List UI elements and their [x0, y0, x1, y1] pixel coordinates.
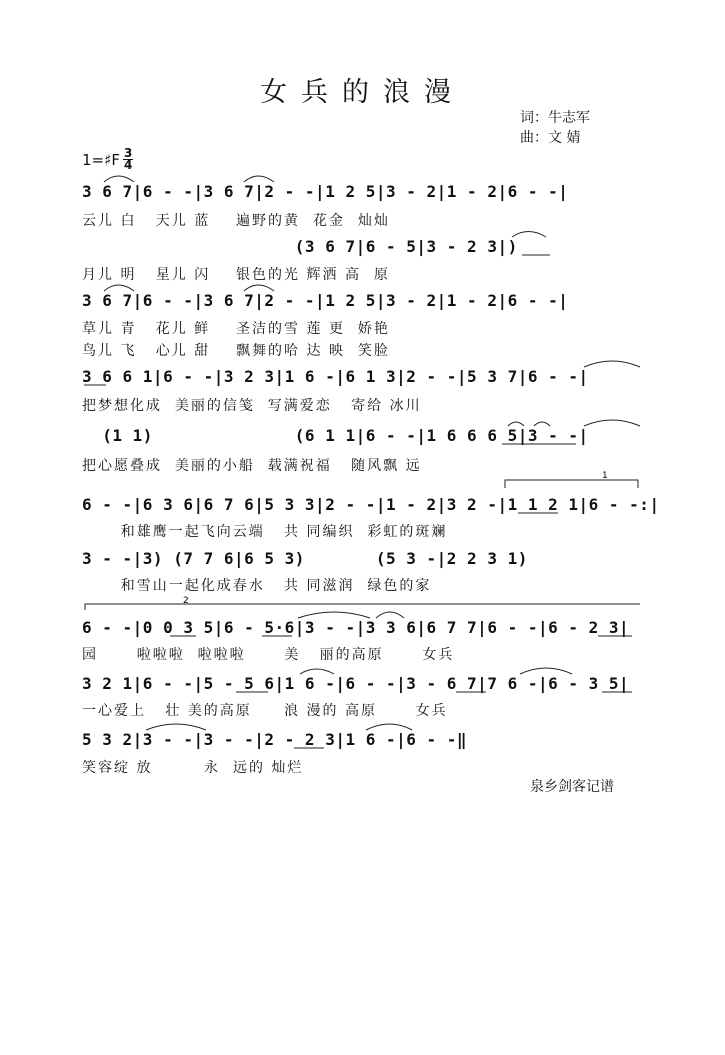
volta-second-label: 2 — [183, 596, 189, 606]
notation-row-5: (1 1) (6 1 1|6 - -|1 6 6 6 5|3 - -| — [82, 426, 589, 445]
lyric-row-5: 把心愿叠成 美丽的小船 载满祝福 随风飘 远 — [82, 458, 422, 474]
time-numerator: 3 — [124, 146, 133, 160]
time-denominator: 4 — [124, 158, 133, 172]
time-signature — [123, 148, 133, 171]
key-signature — [82, 148, 133, 171]
composer-credit: 曲：文 婧 — [520, 130, 581, 146]
lyricist-credit: 词：牛志军 — [520, 110, 590, 126]
lyric-row-7: 和雪山一起化成春水 共 同滋润 绿色的家 — [82, 578, 432, 594]
notation-row-7: 3 - -|3) (7 7 6|6 5 3) (5 3 -|2 2 3 1) — [82, 549, 528, 568]
lyric-row-6: 和雄鹰一起飞向云端 共 同编织 彩虹的斑斓 — [82, 524, 448, 540]
notation-row-9: 3 2 1|6 - -|5 - 5 6|1 6 -|6 - -|3 - 6 7|7 6 -|6 - 3 5| — [82, 674, 630, 693]
lyric-row-9: 一心爱上 壮 美的高原 浪 漫的 高原 女兵 — [82, 703, 448, 719]
notation-row-3: 3 6 7|6 - -|3 6 7|2 - -|1 2 5|3 - 2|1 - 2|6 - -| — [82, 291, 569, 310]
notation-row-4: 3 6 6 1|6 - -|3 2 3|1 6 -|6 1 3|2 - -|5 3 7|6 - -| — [82, 367, 589, 386]
notation-row-8: 6 - -|0 0 3 5|6 - 5·6|3 - -|3 3 6|6 7 7|6 - -|6 - 2 3| — [82, 618, 630, 637]
lyric-row-1: 云儿 白 天儿 蓝 遍野的黄 花金 灿灿 — [82, 213, 390, 229]
notation-row-2: (3 6 7|6 - 5|3 - 2 3|) — [82, 237, 518, 256]
transcriber-credit: 泉乡剑客记谱 — [530, 779, 614, 795]
volta-first-label: 1 — [602, 471, 608, 481]
lyric-row-3b: 鸟儿 飞 心儿 甜 飘舞的哈 达 映 笑脸 — [82, 343, 390, 359]
notation-row-1: 3 6 7|6 - -|3 6 7|2 - -|1 2 5|3 - 2|1 - 2|6 - -| — [82, 182, 569, 201]
key-prefix: 1=♯F — [82, 150, 120, 169]
volta-first — [505, 471, 638, 488]
song-title: 女兵的浪漫 — [260, 77, 465, 108]
notation-row-10: 5 3 2|3 - -|3 - -|2 - 2 3|1 6 -|6 - -‖ — [82, 730, 468, 749]
notation-row-6: 6 - -|6 3 6|6 7 6|5 3 3|2 - -|1 - 2|3 2 -|1 1 2 1|6 - -:| — [82, 495, 660, 514]
volta-second — [85, 596, 640, 610]
lyric-row-8: 园 啦啦啦 啦啦啦 美 丽的高原 女兵 — [82, 647, 455, 663]
lyric-row-4: 把梦想化成 美丽的信笺 写满爱恋 寄给 冰川 — [82, 398, 422, 414]
lyric-row-2: 月儿 明 星儿 闪 银色的光 辉洒 高 原 — [82, 267, 390, 283]
lyric-row-3a: 草儿 青 花儿 鲜 圣洁的雪 莲 更 娇艳 — [82, 321, 390, 337]
lyric-row-10: 笑容绽 放 永 远的 灿烂 — [82, 760, 304, 776]
